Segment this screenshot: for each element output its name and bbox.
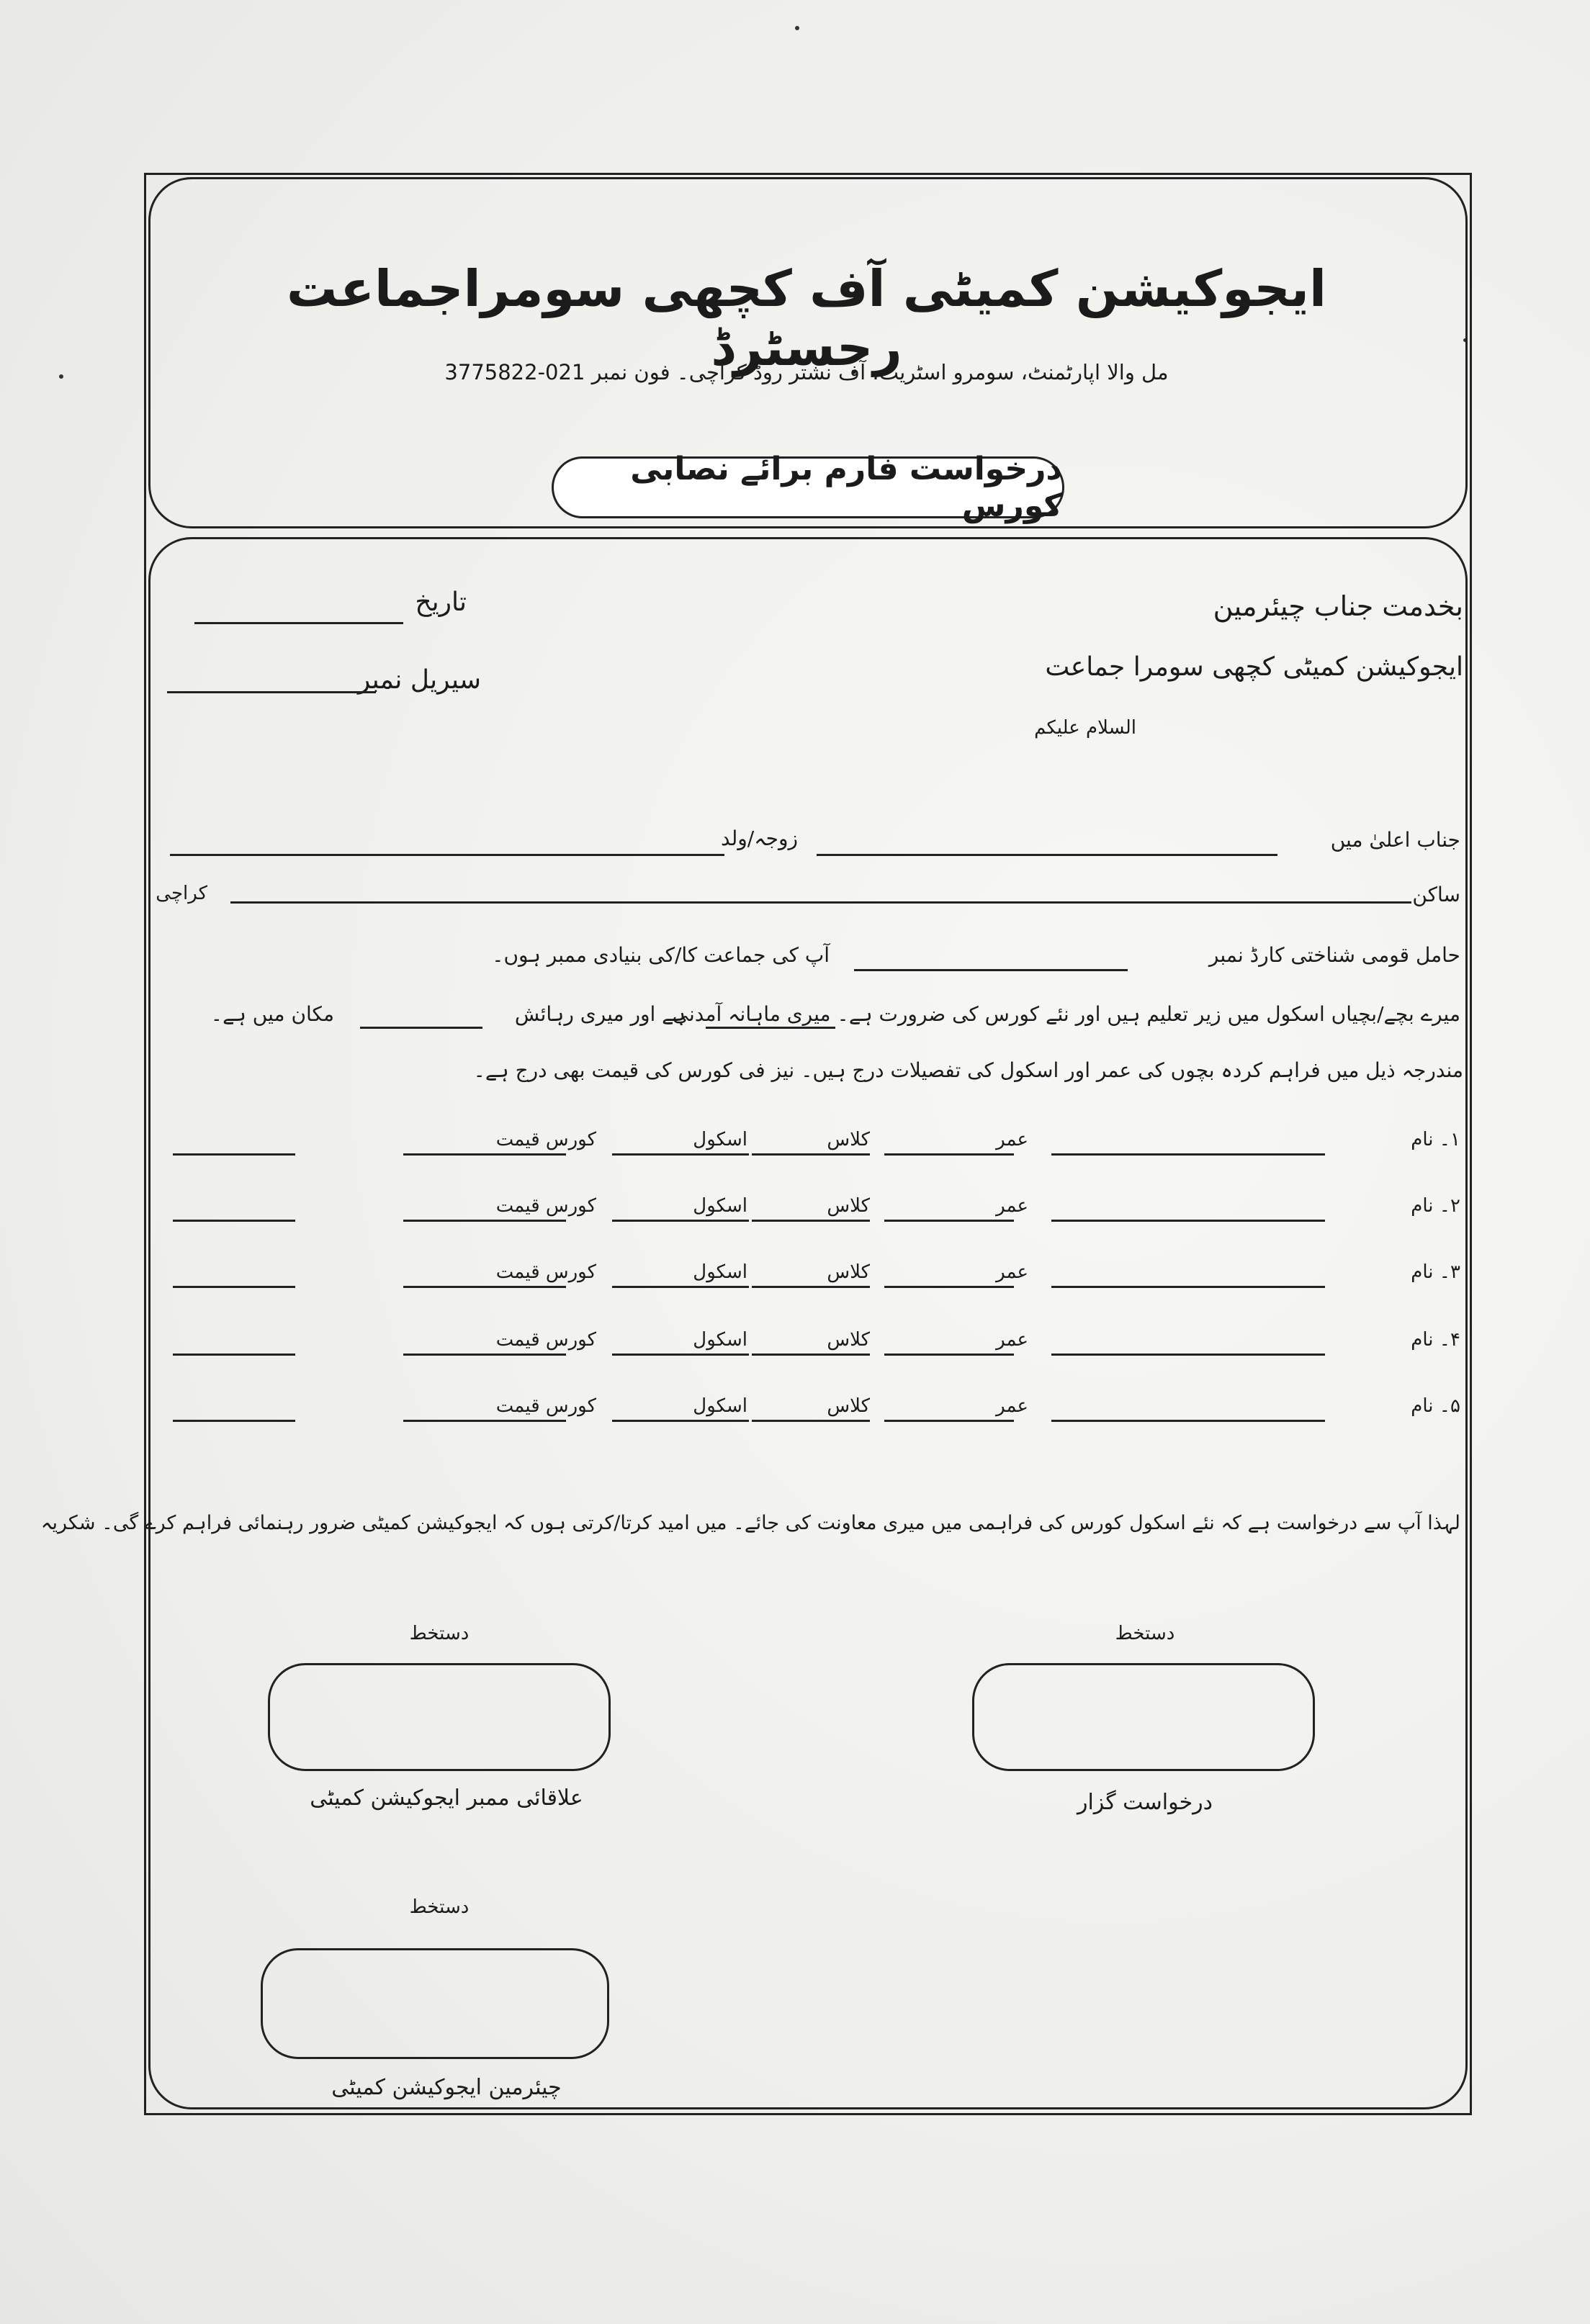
- sign-label-applicant: دستخط: [1115, 1623, 1175, 1644]
- row-3-class-input[interactable]: [752, 1286, 870, 1288]
- row-2-price-label: کورس قیمت: [495, 1195, 596, 1217]
- greeting: السلام علیکم: [1034, 717, 1136, 739]
- row-3-name-input[interactable]: [1051, 1286, 1325, 1288]
- org-title: ایجوکیشن کمیٹی آف کچھی سومراجماعت رجسٹرڈ: [287, 259, 1326, 377]
- form-title: درخواست فارم برائے نصابی کورس: [552, 456, 1064, 518]
- row-5-price-input[interactable]: [403, 1420, 566, 1422]
- dust-speck: [59, 374, 63, 379]
- area-member-label: علاقائی ممبر ایجوکیشن کمیٹی: [310, 1785, 583, 1811]
- row-1-price-input[interactable]: [403, 1153, 566, 1156]
- residence-input-line[interactable]: [360, 1027, 482, 1029]
- row-3-class-label: کلاس: [827, 1261, 870, 1283]
- member-signature-box[interactable]: [268, 1663, 611, 1771]
- residence-text: ہے اور میری رہائش: [514, 1002, 686, 1026]
- applicant-label: درخواست گزار: [1077, 1790, 1213, 1815]
- row-1-price-label: کورس قیمت: [495, 1129, 596, 1150]
- row-5-school-label: اسکول: [693, 1395, 747, 1417]
- resident-label: ساکن: [1412, 883, 1460, 906]
- addressee-line2: ایجوکیشن کمیٹی کچھی سومرا جماعت: [1045, 652, 1463, 682]
- income-input-line[interactable]: [706, 1027, 835, 1029]
- row-4-class-input[interactable]: [752, 1354, 870, 1356]
- form-body-box: [148, 537, 1468, 2109]
- serial-label: سیریل نمبر: [357, 665, 481, 695]
- org-address: مل والا اپارٹمنٹ، سومرو اسٹریٹ، آف نشتر روڈ کراچی۔ فون نمبر 021-3775822: [444, 360, 1169, 384]
- address-input-line[interactable]: [230, 901, 1411, 904]
- row-5-name-input[interactable]: [1051, 1420, 1325, 1422]
- details-text: مندرجہ ذیل میں فراہم کردہ بچوں کی عمر اور اسکول کی تفصیلات درج ہیں۔ نیز فی کورس کی قیمت بھی درج ہے۔: [473, 1058, 1463, 1082]
- row-1-extra-input[interactable]: [173, 1153, 295, 1156]
- row-1-school-input[interactable]: [612, 1153, 749, 1156]
- relation-label: زوجہ/ولد: [721, 827, 798, 850]
- row-5-name-label: ۵۔ نام: [1411, 1395, 1460, 1417]
- addressee-line1: بخدمت جناب چیئرمین: [1213, 590, 1463, 622]
- member-text: آپ کی جماعت کا/کی بنیادی ممبر ہوں۔: [492, 943, 830, 967]
- dust-speck: [795, 26, 799, 30]
- row-5-price-label: کورس قیمت: [495, 1395, 596, 1417]
- row-2-school-label: اسکول: [693, 1195, 747, 1217]
- row-3-age-label: عمر: [996, 1261, 1028, 1283]
- date-label: تاریخ: [415, 587, 467, 617]
- row-2-age-input[interactable]: [884, 1220, 1014, 1222]
- row-5-age-label: عمر: [996, 1395, 1028, 1417]
- relation-input-line[interactable]: [170, 854, 724, 856]
- row-4-class-label: کلاس: [827, 1329, 870, 1351]
- row-4-price-label: کورس قیمت: [495, 1329, 596, 1351]
- row-3-age-input[interactable]: [884, 1286, 1014, 1288]
- row-1-class-input[interactable]: [752, 1153, 870, 1156]
- row-3-price-input[interactable]: [403, 1286, 566, 1288]
- house-text: مکان میں ہے۔: [210, 1002, 334, 1026]
- row-1-name-input[interactable]: [1051, 1153, 1325, 1156]
- children-text: میرے بچے/بچیاں اسکول میں زیر تعلیم ہیں اور نئے کورس کی ضرورت ہے۔ میری ماہانہ آمدنی: [672, 1002, 1460, 1026]
- row-1-school-label: اسکول: [693, 1129, 747, 1150]
- row-5-class-input[interactable]: [752, 1420, 870, 1422]
- row-3-price-label: کورس قیمت: [495, 1261, 596, 1283]
- row-4-school-label: اسکول: [693, 1329, 747, 1351]
- row-2-class-input[interactable]: [752, 1220, 870, 1222]
- row-2-age-label: عمر: [996, 1195, 1028, 1217]
- applicant-signature-box[interactable]: [972, 1663, 1315, 1771]
- date-input-line[interactable]: [194, 622, 403, 624]
- row-4-school-input[interactable]: [612, 1354, 749, 1356]
- city-label: کراچی: [156, 883, 207, 904]
- cnic-label: حامل قومی شناختی کارڈ نمبر: [1208, 943, 1460, 967]
- row-4-age-input[interactable]: [884, 1354, 1014, 1356]
- sign-label-member: دستخط: [409, 1623, 470, 1644]
- row-3-extra-input[interactable]: [173, 1286, 295, 1288]
- row-3-school-input[interactable]: [612, 1286, 749, 1288]
- row-4-age-label: عمر: [996, 1329, 1028, 1351]
- row-1-age-label: عمر: [996, 1129, 1028, 1150]
- row-2-name-input[interactable]: [1051, 1220, 1325, 1222]
- cnic-input-line[interactable]: [854, 969, 1128, 971]
- row-1-name-label: ۱۔ نام: [1411, 1129, 1460, 1150]
- row-2-price-input[interactable]: [403, 1220, 566, 1222]
- name-input-line[interactable]: [817, 854, 1277, 856]
- row-5-age-input[interactable]: [884, 1420, 1014, 1422]
- chairman-label: چیئرمین ایجوکیشن کمیٹی: [331, 2075, 562, 2100]
- row-1-class-label: کلاس: [827, 1129, 870, 1150]
- row-3-school-label: اسکول: [693, 1261, 747, 1283]
- sign-label-chairman: دستخط: [409, 1896, 470, 1918]
- row-4-extra-input[interactable]: [173, 1354, 295, 1356]
- serial-input-line[interactable]: [167, 691, 376, 693]
- row-4-price-input[interactable]: [403, 1354, 566, 1356]
- chairman-signature-box[interactable]: [261, 1948, 609, 2059]
- name-label: جناب اعلیٰ میں: [1330, 828, 1460, 852]
- request-text: لہذا آپ سے درخواست ہے کہ نئے اسکول کورس کی فراہمی میں میری معاونت کی جائے۔ میں امید کرتا/کرتی ہوں کہ ایجوکیشن کمیٹی ضرور رہنمائی فراہم کرے گی۔ شکریہ: [40, 1512, 1460, 1534]
- row-5-class-label: کلاس: [827, 1395, 870, 1417]
- row-4-name-label: ۴۔ نام: [1411, 1329, 1460, 1351]
- row-2-name-label: ۲۔ نام: [1411, 1195, 1460, 1217]
- row-2-extra-input[interactable]: [173, 1220, 295, 1222]
- row-2-school-input[interactable]: [612, 1220, 749, 1222]
- row-5-school-input[interactable]: [612, 1420, 749, 1422]
- row-4-name-input[interactable]: [1051, 1354, 1325, 1356]
- row-2-class-label: کلاس: [827, 1195, 870, 1217]
- row-3-name-label: ۳۔ نام: [1411, 1261, 1460, 1283]
- row-5-extra-input[interactable]: [173, 1420, 295, 1422]
- row-1-age-input[interactable]: [884, 1153, 1014, 1156]
